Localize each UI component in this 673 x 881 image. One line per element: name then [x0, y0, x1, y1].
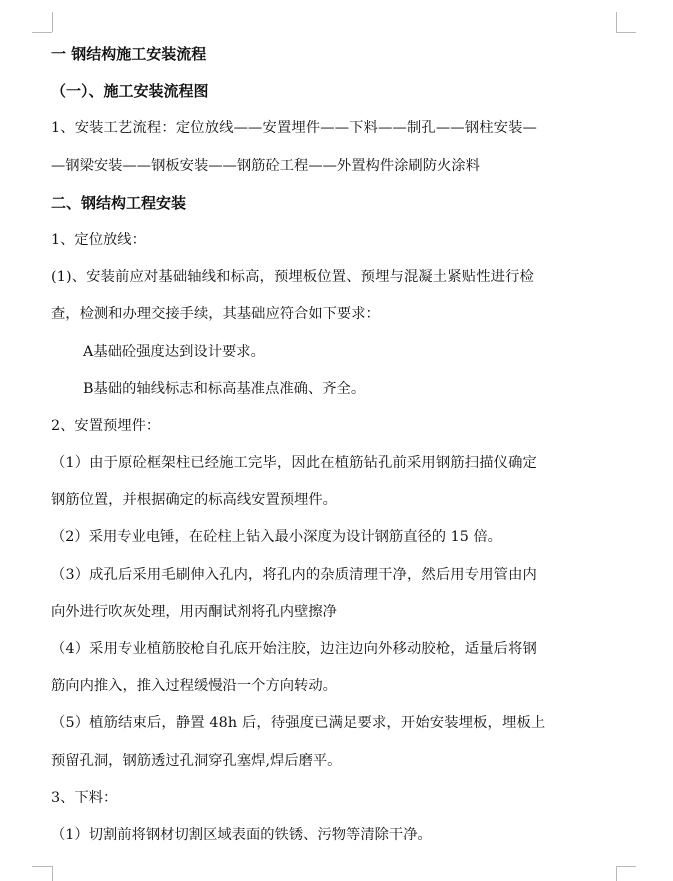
paragraph-line: （2）采用专业电锤，在砼柱上钻入最小深度为设计钢筋直径的 15 倍。 — [51, 529, 502, 546]
subheading: 1、定位放线： — [51, 231, 146, 248]
list-item: A基础砼强度达到设计要求。 — [83, 343, 265, 360]
crop-mark-bottom-right — [616, 866, 617, 881]
paragraph-line: (1)、安装前应对基础轴线和标高，预埋板位置、预埋与混凝土紧贴性进行检 — [51, 269, 534, 286]
paragraph-line: 查，检测和办理交接手续，其基础应符合如下要求： — [51, 306, 380, 323]
crop-mark-top-right — [616, 12, 617, 32]
crop-mark-top-left — [32, 32, 52, 33]
crop-mark-top-left — [52, 12, 53, 32]
paragraph-line: （3）成孔后采用毛刷伸入孔内，将孔内的杂质清理干净，然后用专用管由内 — [51, 566, 537, 583]
paragraph-line: （4）采用专业植筋胶枪自孔底开始注胶，边注边向外移动胶枪，适量后将钢 — [51, 641, 537, 657]
subheading: 2、安置预埋件： — [51, 417, 161, 434]
paragraph-line: 1、安装工艺流程：定位放线——安置埋件——下料——制孔——钢柱安装— — [51, 120, 537, 137]
paragraph-line: 钢筋位置，并根据确定的标高线安置预埋件。 — [51, 492, 337, 509]
crop-mark-bottom-left — [52, 866, 53, 881]
paragraph-line: （1）切割前将钢材切割区域表面的铁锈、污物等清除干净。 — [51, 826, 432, 843]
heading-2: （一）、施工安装流程图 — [51, 82, 209, 101]
crop-mark-bottom-left — [32, 866, 52, 867]
paragraph-line: 向外进行吹灰处理，用丙酮试剂将孔内壁擦净 — [51, 603, 337, 620]
crop-mark-top-right — [616, 32, 636, 33]
heading-1: 一 钢结构施工安装流程 — [51, 45, 207, 63]
paragraph-line: —钢梁安装——钢板安装——钢筋砼工程——外置构件涂刷防火涂料 — [51, 157, 480, 174]
paragraph-line: （5）植筋结束后，静置 48h 后，待强度已满足要求，开始安装埋板，埋板上 — [51, 715, 546, 732]
paragraph-line: 预留孔洞，钢筋透过孔洞穿孔塞焊,焊后磨平。 — [51, 752, 342, 769]
list-item: B基础的轴线标志和标高基准点准确、齐全。 — [83, 380, 366, 397]
paragraph-line: 筋向内推入，推入过程缓慢沿一个方向转动。 — [51, 678, 337, 695]
subheading: 3、下料： — [51, 789, 118, 806]
paragraph-line: （1）由于原砼框架柱已经施工完毕，因此在植筋钻孔前采用钢筋扫描仪确定 — [51, 455, 537, 472]
document-body — [51, 36, 621, 854]
crop-mark-bottom-right — [616, 866, 636, 867]
heading-section-2: 二、钢结构工程安装 — [51, 193, 187, 212]
